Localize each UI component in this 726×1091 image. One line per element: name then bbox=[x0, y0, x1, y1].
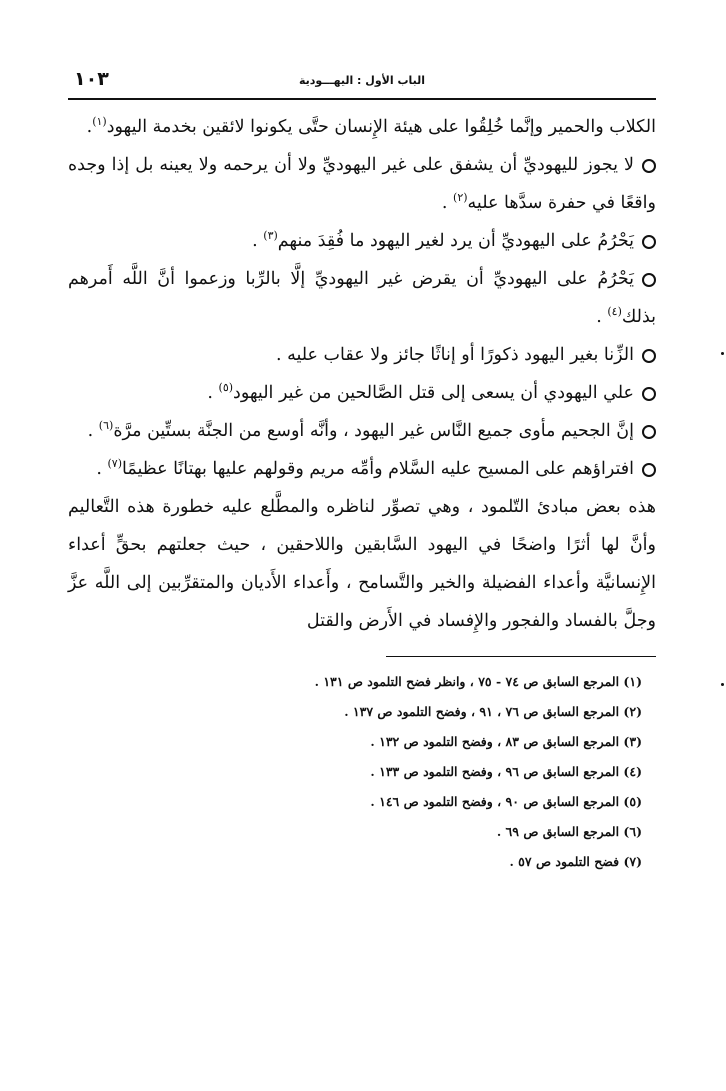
page-header bbox=[68, 62, 656, 100]
page-number: ١٠٣ bbox=[74, 68, 109, 90]
main-text bbox=[68, 108, 656, 640]
book-page bbox=[68, 62, 656, 877]
list-item-text: لا يجوز لليهوديِّ أن يشفق على غير اليهوديِّ ولا أن يرحمه ولا يعينه بل إذا وجده واقعًا في حفرة سدَّها عليه bbox=[68, 155, 656, 213]
footnote: (٤) المرجع السابق ص ٩٦ ، وفضح التلمود ص ١٣٣ . bbox=[370, 764, 642, 779]
list-item: علي اليهودي أن يسعى إلى قتل الصَّالحين من غير اليهود$^{(٥)}$ . bbox=[68, 374, 656, 412]
list-item: افتراؤهم على المسيح عليه السَّلام وأمِّه مريم وقولهم عليها بهتانًا عظيمًا$^{(٧)}$ . bbox=[68, 450, 656, 488]
footnote: (٥) المرجع السابق ص ٩٠ ، وفضح التلمود ص ١٤٦ . bbox=[370, 794, 642, 809]
bullet-circle-icon bbox=[642, 273, 656, 287]
body-paragraph: هذه بعض مبادئ التّلمود ، وهي تصوِّر لناظره والمطَّلع عليه خطورة هذه التَّعاليم وأنَّ لها أثرًا واضحًا في اليهود السَّابقين واللاحقين ، حيث جعلتهم بحقٍّ أعداء الإِنسانيَّة وأعداء الفضيلة والخير والتَّسامح ، وأَعداء الأَديان والمتقرِّبين إلى اللَّه عزَّ وجلَّ بالفساد والفجور والإِفساد في الأَرض والقتل bbox=[68, 497, 656, 631]
bullet-circle-icon bbox=[642, 387, 656, 401]
intro-line: الكلاب والحمير وإنَّما خُلِقُوا على هيئة الإِنسان حتَّى يكونوا لائقين بخدمة اليهود$^{(١)}$. bbox=[86, 115, 656, 137]
bullet-circle-icon bbox=[642, 235, 656, 249]
list-item: يَحْرُمُ على اليهوديِّ أن يرد لغير اليهود ما فُقِدَ منهم$^{(٣)}$ . bbox=[68, 222, 656, 260]
footnote-ref: (٥) bbox=[218, 381, 234, 395]
footnote-ref: (٢) bbox=[453, 191, 468, 205]
footnote: (٣) المرجع السابق ص ٨٣ ، وفضح التلمود ص ١٣٢ . bbox=[370, 734, 642, 749]
footnote-ref: (٤) bbox=[607, 305, 622, 319]
bullet-circle-icon bbox=[642, 159, 656, 173]
footnote: (٦) المرجع السابق ص ٦٩ . bbox=[496, 824, 642, 839]
footnote-ref: (٣) bbox=[263, 229, 278, 243]
list-item bbox=[68, 336, 656, 374]
footnote-ref: (٦) bbox=[98, 419, 114, 433]
list-item-text: الزِّنا بغير اليهود ذكورًا أو إناثًا جائز ولا عقاب عليه . bbox=[275, 345, 634, 365]
list-item-text: إنَّ الجحيم مأوى جميع النَّاس غير اليهود ، وأنَّه أوسع من الجنَّة بستِّين مرَّة bbox=[113, 421, 634, 441]
footnotes bbox=[68, 667, 656, 877]
footnote: (٢) المرجع السابق ص ٧٦ ، ٩١ ، وفضح التلمود ص ١٣٧ . bbox=[344, 704, 642, 719]
list-item: لا يجوز لليهوديِّ أن يشفق على غير اليهوديِّ ولا أن يرحمه ولا يعينه بل إذا وجده واقعًا في حفرة سدَّها عليه$^{(٢)}$ . bbox=[68, 155, 656, 213]
scan-speck bbox=[721, 352, 724, 355]
scan-speck bbox=[721, 683, 724, 686]
footnote-ref: (١) bbox=[92, 115, 107, 129]
list-item-text: يَحْرُمُ على اليهوديِّ أن يقرض غير اليهوديِّ إلَّا بالرِّبا وزعموا أنَّ اللَّه أَمرهم بذلك bbox=[68, 269, 656, 327]
bullet-circle-icon bbox=[642, 425, 656, 439]
list-item-text: افتراؤهم على المسيح عليه السَّلام وأمِّه مريم وقولهم عليها بهتانًا عظيمًا bbox=[122, 459, 634, 479]
list-item: يَحْرُمُ على اليهوديِّ أن يقرض غير اليهوديِّ إلَّا بالرِّبا وزعموا أنَّ اللَّه أَمرهم بذلك$^{(٤)}$ . bbox=[68, 269, 656, 327]
list-item-text: علي اليهودي أن يسعى إلى قتل الصَّالحين من غير اليهود bbox=[233, 383, 634, 403]
bullet-circle-icon bbox=[642, 463, 656, 477]
list-item: إنَّ الجحيم مأوى جميع النَّاس غير اليهود ، وأنَّه أوسع من الجنَّة بستِّين مرَّة$^{(٦)}$ . bbox=[68, 412, 656, 450]
chapter-title: الباب الأول : اليهـــودية bbox=[298, 74, 426, 87]
footnote: (١) المرجع السابق ص ٧٤ - ٧٥ ، وانظر فضح التلمود ص ١٣١ . bbox=[314, 674, 642, 689]
bullet-circle-icon bbox=[642, 349, 656, 363]
footnote: (٧) فضح التلمود ص ٥٧ . bbox=[509, 854, 642, 869]
intro-text: الكلاب والحمير وإنَّما خُلِقُوا على هيئة الإِنسان حتَّى يكونوا لائقين بخدمة اليهود bbox=[106, 117, 656, 137]
footnote-separator bbox=[386, 656, 656, 657]
list-item-text: يَحْرُمُ على اليهوديِّ أن يرد لغير اليهود ما فُقِدَ منهم bbox=[277, 231, 634, 251]
footnote-ref: (٧) bbox=[107, 457, 122, 471]
